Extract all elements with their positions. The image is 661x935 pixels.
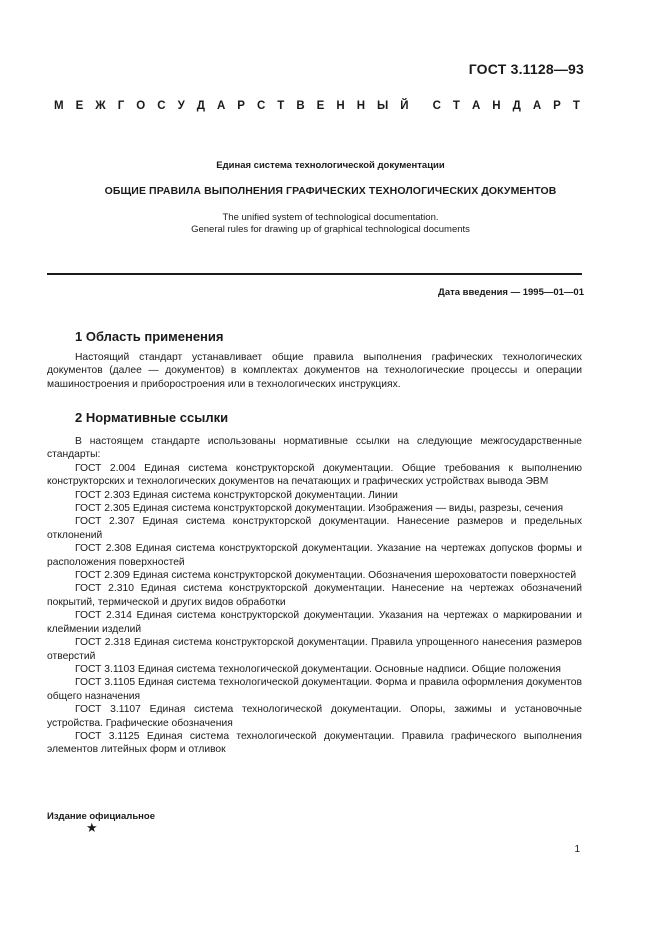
banner-letter: М [54, 100, 64, 112]
banner-letter: Т [452, 100, 460, 112]
star-icon: ★ [86, 820, 98, 835]
banner-letter: Г [117, 100, 125, 112]
banner-letter: Н [356, 100, 365, 112]
banner-letter: А [471, 100, 481, 112]
banner-letter: С [432, 100, 441, 112]
reference-item: ГОСТ 2.314 Единая система конструкторской документации. Указания на чертежах о маркировании и клеймении изделий [47, 610, 582, 635]
references-intro: В настоящем стандарте использованы нормативные ссылки на следующие межгосударственные стандарты: [47, 436, 582, 461]
english-title-line-2: General rules for drawing up of graphical technological documents [191, 224, 470, 235]
banner-letter: Р [553, 100, 561, 112]
banner-letter: Е [316, 100, 325, 112]
banner-letter: О [136, 100, 146, 112]
scope-paragraph [47, 351, 582, 391]
scope-text: Настоящий стандарт устанавливает общие правила выполнения графических технологических документов (далее — документов) в комплектах документов на технологические процессы и операции машиностроения и приборостроения или в технологических инструкциях. [47, 352, 582, 390]
reference-item: ГОСТ 3.1107 Единая система технологической документации. Опоры, зажимы и установочные устройства. Графические обозначения [47, 704, 582, 729]
reference-item: ГОСТ 3.1105 Единая система технологической документации. Форма и правила оформления документов общего назначения [47, 677, 582, 702]
banner-letter: С [256, 100, 266, 112]
banner-letter: А [216, 100, 226, 112]
banner-letter: Ж [95, 100, 106, 112]
banner-letter: Й [400, 100, 409, 112]
reference-item: ГОСТ 2.308 Единая система конструкторской документации. Указание на чертежах допусков формы и расположения поверхностей [47, 543, 582, 568]
reference-item: ГОСТ 2.309 Единая система конструкторской документации. Обозначения шероховатости поверхностей [75, 570, 577, 582]
banner-letter: Т [277, 100, 285, 112]
english-title-line-1: The unified system of technological documentation. [222, 212, 439, 223]
page-number: 1 [574, 844, 580, 855]
series-title: Единая система технологической документации [216, 160, 445, 171]
section-heading-references: 2 Нормативные ссылки [75, 410, 229, 425]
reference-item: ГОСТ 2.310 Единая система конструкторской документации. Нанесение на чертежах обозначений покрытий, термической и других видов обработки [47, 583, 582, 608]
reference-item: ГОСТ 3.1103 Единая система технологической документации. Основные надписи. Общие положения [75, 663, 561, 675]
section-heading-scope: 1 Область применения [75, 329, 224, 344]
reference-item: ГОСТ 2.307 Единая система конструкторской документации. Нанесение размеров и предельных отклонений [47, 516, 582, 541]
reference-item: ГОСТ 2.303 Единая система конструкторской документации. Линии [75, 489, 398, 501]
banner-letter: Т [572, 100, 580, 112]
banner-letter: Н [336, 100, 345, 112]
banner-letter: Ы [377, 100, 389, 112]
introduction-date: Дата введения — 1995—01—01 [438, 287, 584, 298]
horizontal-rule [47, 273, 582, 275]
reference-item: ГОСТ 3.1125 Единая система технологической документации. Правила графического выполнения элементов литейных форм и отливок [47, 730, 582, 756]
official-edition-label: Издание официальное [47, 811, 155, 822]
reference-item: ГОСТ 2.318 Единая система конструкторской документации. Правила упрощенного нанесения размеров отверстий [47, 637, 582, 662]
banner-letter: Д [196, 100, 205, 112]
document-code: ГОСТ 3.1128—93 [468, 61, 584, 77]
document-title: ОБЩИЕ ПРАВИЛА ВЫПОЛНЕНИЯ ГРАФИЧЕСКИХ ТЕХНОЛОГИЧЕСКИХ ДОКУМЕНТОВ [104, 185, 557, 197]
banner-letter: Р [237, 100, 245, 112]
references-list [47, 435, 582, 757]
banner-letter: А [532, 100, 542, 112]
interstate-standard-banner [54, 100, 580, 112]
banner-letter: У [177, 100, 185, 112]
banner-letter: С [157, 100, 166, 112]
banner-letter: В [296, 100, 305, 112]
reference-item: ГОСТ 2.004 Единая система конструкторской документации. Общие требования к выполнению конструкторских и технологических документов на печатающих и графических устройствах вывода ЭВМ [47, 462, 582, 488]
banner-letter: Е [75, 100, 84, 112]
banner-letter: Д [512, 100, 521, 112]
banner-letter: Н [492, 100, 501, 112]
reference-item: ГОСТ 2.305 Единая система конструкторской документации. Изображения — виды, разрезы, сечения [75, 503, 564, 515]
